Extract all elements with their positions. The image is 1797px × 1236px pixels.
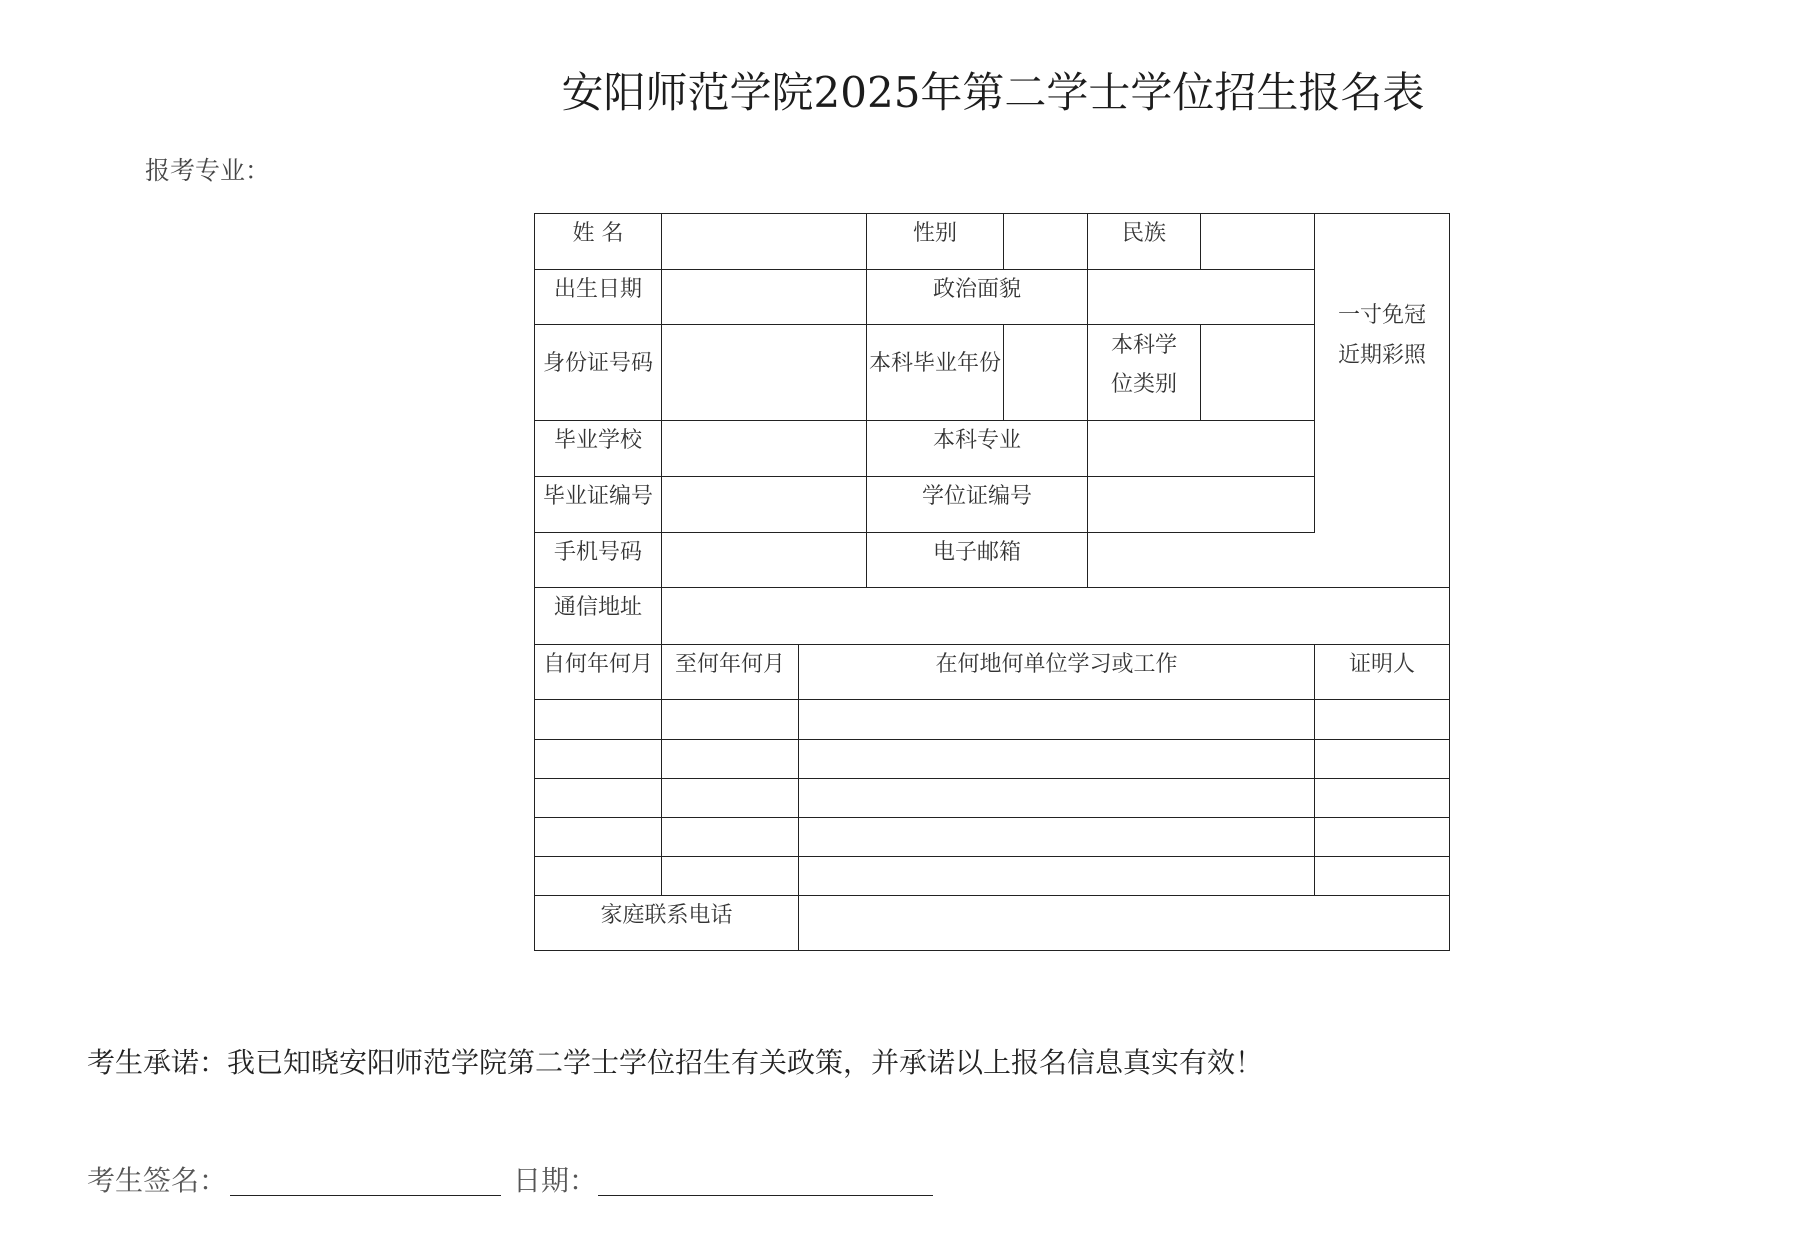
grad-year-field[interactable]: [1004, 325, 1088, 421]
ethnicity-label: 民族: [1088, 214, 1201, 270]
degree-type-field[interactable]: [1201, 325, 1315, 421]
gender-field[interactable]: [1004, 214, 1088, 270]
photo-box[interactable]: [1315, 214, 1450, 533]
history-to-cell[interactable]: [662, 740, 799, 779]
history-to-cell[interactable]: [662, 818, 799, 857]
candidate-pledge: 考生承诺：我已知晓安阳师范学院第二学士学位招生有关政策，并承诺以上报名信息真实有效！: [87, 1046, 1264, 1079]
undergrad-major-field[interactable]: [1088, 421, 1315, 477]
signature-label: 考生签名：: [87, 1164, 228, 1197]
degree-type-label-line-1: 本科学: [1110, 333, 1177, 358]
school-field[interactable]: [662, 421, 867, 477]
history-from-cell[interactable]: [535, 700, 662, 740]
application-form-table: [534, 213, 1450, 951]
address-field[interactable]: [662, 588, 1450, 645]
ethnicity-field[interactable]: [1201, 214, 1315, 270]
history-header-row: [535, 645, 1450, 700]
history-from-cell[interactable]: [535, 818, 662, 857]
address-label: 通信地址: [535, 588, 662, 645]
table-row: [535, 857, 1450, 896]
history-place-cell[interactable]: [799, 740, 1315, 779]
history-from-cell[interactable]: [535, 857, 662, 896]
history-witness-header: 证明人: [1315, 645, 1450, 700]
history-witness-cell[interactable]: [1315, 779, 1450, 818]
birth-date-field[interactable]: [662, 270, 867, 325]
history-witness-cell[interactable]: [1315, 818, 1450, 857]
history-from-header: 自何年何月: [535, 645, 662, 700]
degree-type-label-line-2: 位类别: [1110, 372, 1177, 397]
undergrad-major-label: 本科专业: [867, 421, 1088, 477]
history-witness-cell[interactable]: [1315, 857, 1450, 896]
form-row-id: [535, 325, 1450, 421]
family-phone-field[interactable]: [799, 896, 1450, 951]
photo-note-line-2: 近期彩照: [1337, 343, 1426, 368]
page-title: 安阳师范学院2025年第二学士学位招生报名表: [561, 68, 1425, 117]
table-row: [535, 779, 1450, 818]
id-number-field[interactable]: [662, 325, 867, 421]
political-status-label: 政治面貌: [867, 270, 1088, 325]
history-place-cell[interactable]: [799, 818, 1315, 857]
major-prompt: 报考专业：: [145, 156, 271, 185]
family-phone-label: 家庭联系电话: [535, 896, 799, 951]
form-row-certificates: [535, 477, 1450, 533]
form-row-family-phone: [535, 896, 1450, 951]
photo-note-line-1: 一寸免冠: [1337, 303, 1426, 328]
history-witness-cell[interactable]: [1315, 740, 1450, 779]
form-row-address: [535, 588, 1450, 645]
date-field[interactable]: [598, 1195, 933, 1196]
phone-label: 手机号码: [535, 533, 662, 588]
history-to-cell[interactable]: [662, 857, 799, 896]
degree-type-label: [1088, 325, 1201, 421]
form-row-name: [535, 214, 1450, 270]
school-label: 毕业学校: [535, 421, 662, 477]
table-row: [535, 700, 1450, 740]
degree-cert-no-field[interactable]: [1088, 477, 1315, 533]
diploma-no-field[interactable]: [662, 477, 867, 533]
phone-field[interactable]: [662, 533, 867, 588]
history-to-cell[interactable]: [662, 779, 799, 818]
gender-label: 性别: [867, 214, 1004, 270]
email-field[interactable]: [1088, 533, 1450, 588]
history-from-cell[interactable]: [535, 740, 662, 779]
grad-year-label: 本科毕业年份: [867, 325, 1004, 421]
birth-date-label: 出生日期: [535, 270, 662, 325]
email-label: 电子邮箱: [867, 533, 1088, 588]
name-label: 姓 名: [535, 214, 662, 270]
degree-cert-no-label: 学位证编号: [867, 477, 1088, 533]
date-label: 日期：: [513, 1164, 598, 1197]
history-place-cell[interactable]: [799, 779, 1315, 818]
id-number-label: 身份证号码: [535, 325, 662, 421]
name-field[interactable]: [662, 214, 867, 270]
form-row-birth: [535, 270, 1450, 325]
history-place-cell[interactable]: [799, 857, 1315, 896]
form-row-contact: [535, 533, 1450, 588]
history-to-cell[interactable]: [662, 700, 799, 740]
table-row: [535, 818, 1450, 857]
table-row: [535, 740, 1450, 779]
history-place-cell[interactable]: [799, 700, 1315, 740]
signature-field[interactable]: [230, 1195, 501, 1196]
diploma-no-label: 毕业证编号: [535, 477, 662, 533]
political-status-field[interactable]: [1088, 270, 1315, 325]
history-place-header: 在何地何单位学习或工作: [799, 645, 1315, 700]
form-row-school: [535, 421, 1450, 477]
history-witness-cell[interactable]: [1315, 700, 1450, 740]
history-from-cell[interactable]: [535, 779, 662, 818]
history-to-header: 至何年何月: [662, 645, 799, 700]
